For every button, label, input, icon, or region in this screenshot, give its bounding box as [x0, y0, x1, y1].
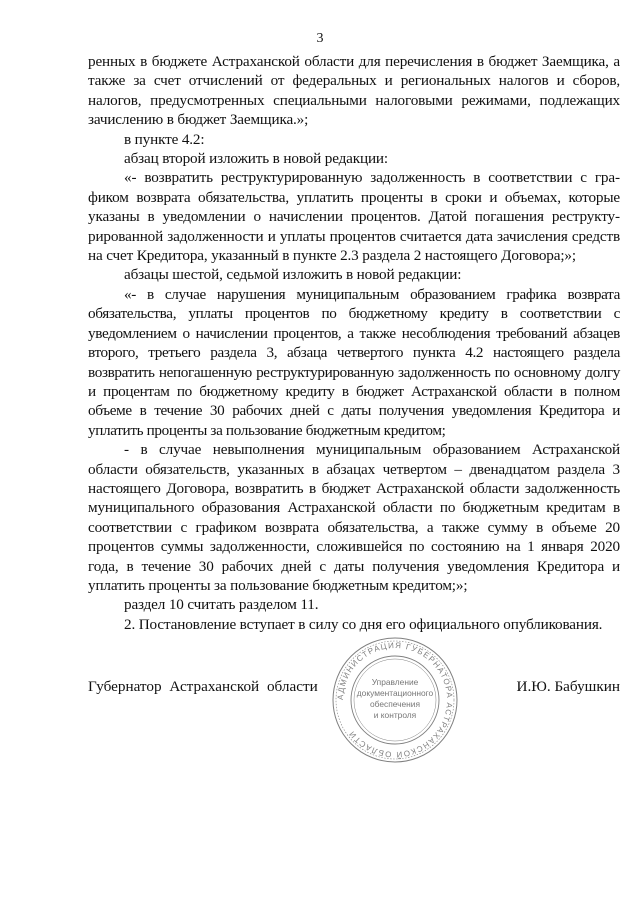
stamp-line-3: обеспечения [370, 699, 420, 709]
stamp-line-2: документационного [356, 688, 434, 698]
paragraph-quote-violation: «- в случае нарушения муниципальным образованием графика возврата обязательства, уплаты процентов по бюджетному кредиту в соответствии с уведомлением о начислении процентов, а также несоблюдения требований абзацев второго, третьего раздела 3, абзаца четвертого пункта 4.2 настоящего раздела возвратить непогашенную реструктурированную задолженность по основному долгу и процентам по бюджетному кредиту в бюджет Астраханской области в полном объеме в течение 30 рабочих дней с даты получения уведомления Кредитора и уплатить проценты за пользование бюджетным кредитом; [88, 285, 620, 439]
paragraph-quote-return-debt: «- возвратить реструктурированную задолженность в соответствии с графиком возврата обязательства, уплатить проценты в сроки и объемах, которые указаны в уведомлении о начислении процентов. Датой погашения реструктурированной задолженности и уплаты процентов считается дата зачисления средств на счет Кредитора, указанный в пункте 2.3 раздела 2 настоящего Договора;»; [88, 169, 620, 265]
paragraph-non-fulfillment: - в случае невыполнения муниципальным образованием Астраханской области обязательств, указанных в абзацах четвертом – двенадцатом раздела 3 настоящего Договора, возвратить в бюджет Астраханской области задолженность муниципального образования Астраханской области по бюджетным кредитам в соответствии с графиком возврата обязательства, а также сумму в объеме 20 процентов суммы задолженности, сложившейся по состоянию на 1 января 2020 года, в течение 30 рабочих дней с даты получения уведомления Кредитора и уплатить проценты за пользование бюджетным кредитом;»; [88, 441, 620, 594]
paragraph-sixth-seventh: абзацы шестой, седьмой изложить в новой редакции: [124, 266, 462, 284]
office-stamp [330, 635, 460, 765]
page-number: 3 [316, 31, 324, 46]
stamp-outer-text: АДМИНИСТРАЦИЯ ГУБЕРНАТОРА АСТРАХАНСКОЙ ОБЛАСТИ [335, 640, 455, 760]
paragraph-section-10: раздел 10 считать разделом 11. [124, 596, 319, 614]
paragraph-continuation: ренных в бюджете Астраханской области для перечисления в бюджет Заемщика, а также за счет отчислений от федеральных и региональных налогов и сборов, налогов, предусмотренных специальными налоговыми режимами, подлежащих зачислению в бюджет Заемщика.»; [88, 53, 620, 129]
signatory-title: Губернатор Астраханской области [88, 678, 318, 695]
paragraph-item-4-2: в пункте 4.2: [124, 130, 205, 148]
signatory-name: И.Ю. Бабушкин [516, 678, 620, 695]
paragraph-second-abzac: абзац второй изложить в новой редакции: [124, 150, 388, 168]
document-body [88, 52, 620, 634]
stamp-line-4: и контроля [373, 710, 417, 720]
stamp-line-1: Управление [371, 677, 419, 687]
paragraph-enters-force: 2. Постановление вступает в силу со дня его официального опубликования. [124, 615, 603, 633]
